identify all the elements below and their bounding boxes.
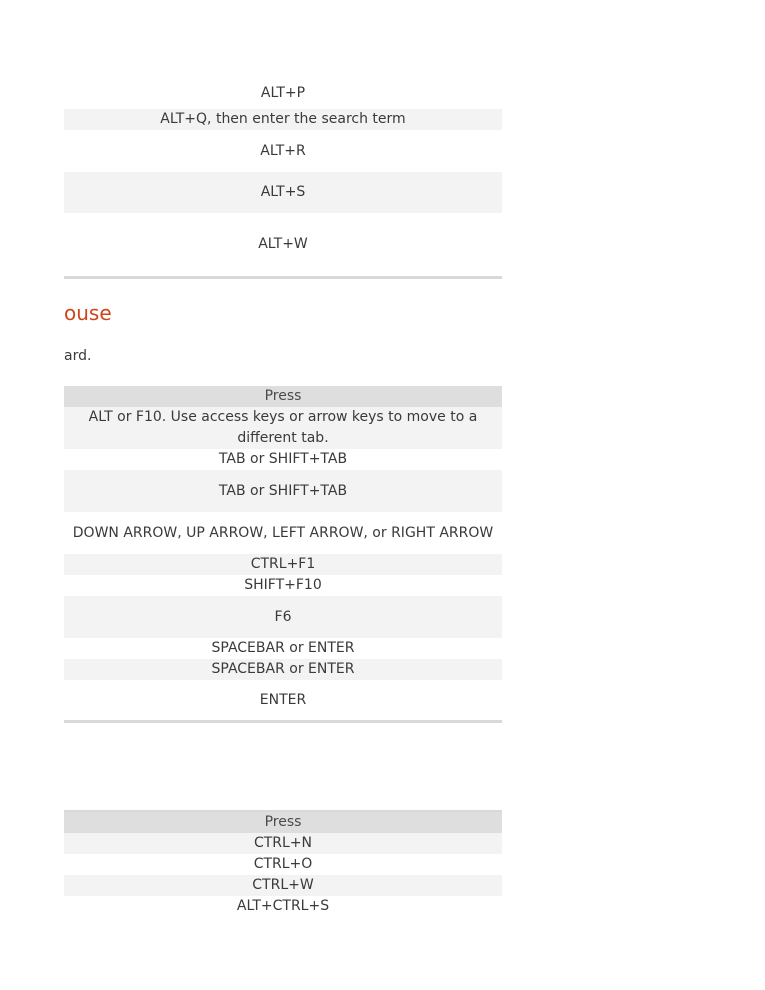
column-header-press: Press <box>264 388 302 404</box>
table-header <box>64 386 502 407</box>
table-cell: ALT+P <box>260 85 306 101</box>
table-cell: ALT+CTRL+S <box>236 898 330 914</box>
table-row <box>64 470 502 512</box>
table-row <box>64 554 502 575</box>
table-row <box>64 78 502 109</box>
table-cell: SHIFT+F10 <box>244 577 322 593</box>
table-row <box>64 659 502 680</box>
table-cell: CTRL+O <box>253 856 313 872</box>
table-header <box>64 812 502 833</box>
table-cell: SPACEBAR or ENTER <box>211 640 355 656</box>
table-row <box>64 512 502 554</box>
shortcut-table-files <box>64 812 502 917</box>
table-cell: CTRL+W <box>252 877 314 893</box>
table-row <box>64 833 502 854</box>
table-cell: SPACEBAR or ENTER <box>211 661 355 677</box>
table-cell: F6 <box>274 608 292 625</box>
table-row <box>64 575 502 596</box>
shortcut-table-top <box>64 78 502 276</box>
section-intro: ard. <box>64 348 92 364</box>
table-cell: ENTER <box>259 692 307 708</box>
table-cell: ALT+R <box>260 142 306 159</box>
table-row <box>64 638 502 659</box>
table-bottom-rule <box>64 720 502 723</box>
table-cell: ALT or F10. Use access keys or arrow keys to move to a different tab. <box>88 409 478 446</box>
table-row <box>64 407 502 449</box>
table-row <box>64 449 502 470</box>
table-cell: DOWN ARROW, UP ARROW, LEFT ARROW, or RIGHT ARROW <box>72 524 494 541</box>
table-cell: ALT+Q, then enter the search term <box>160 111 406 127</box>
table-row <box>64 875 502 896</box>
shortcut-table-ribbon <box>64 386 502 721</box>
table-row <box>64 896 502 917</box>
table-row <box>64 854 502 875</box>
table-row <box>64 172 502 213</box>
table-bottom-rule <box>64 276 502 279</box>
table-cell: TAB or SHIFT+TAB <box>218 451 348 467</box>
table-cell: ALT+S <box>260 184 306 200</box>
table-row <box>64 680 502 721</box>
table-cell: TAB or SHIFT+TAB <box>218 482 348 499</box>
table-row <box>64 109 502 130</box>
table-cell: CTRL+F1 <box>250 556 316 572</box>
table-cell: ALT+W <box>258 236 308 252</box>
column-header-press: Press <box>264 814 302 830</box>
table-cell: CTRL+N <box>253 835 313 851</box>
section-heading: ouse <box>64 301 112 325</box>
table-row <box>64 596 502 638</box>
table-row <box>64 213 502 276</box>
table-row <box>64 130 502 172</box>
